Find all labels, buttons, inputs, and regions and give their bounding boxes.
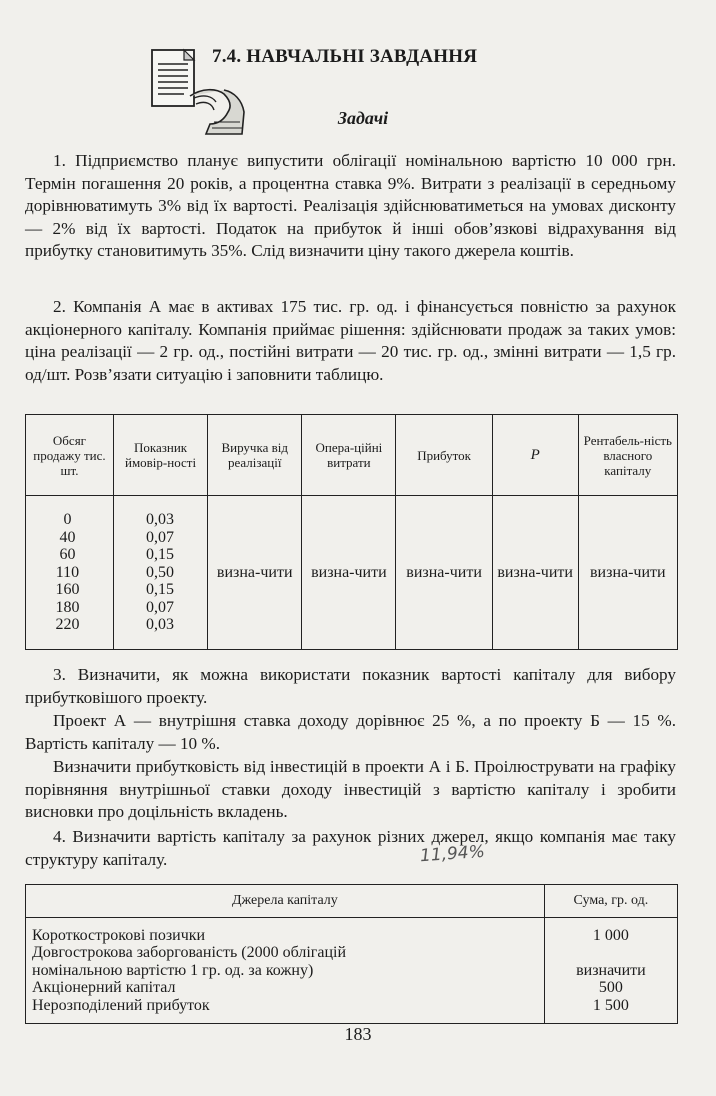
- volume-value: 220: [55, 616, 80, 634]
- amount-value: [551, 944, 671, 962]
- header-p: P: [492, 415, 578, 496]
- task-3-intro: 3. Визначити, як можна використати показник вартості капіталу для вибору прибутковішого проекту.: [25, 665, 676, 707]
- equity-return-calc: визна-чити: [578, 496, 677, 650]
- profit-calc: визна-чити: [396, 496, 492, 650]
- probability-value: 0,03: [145, 616, 174, 634]
- capital-source: Акціонерний капітал: [32, 979, 176, 997]
- probability-value: 0,03: [145, 511, 174, 529]
- capital-structure-table: [25, 884, 678, 1024]
- operating-costs-calc: визна-чити: [302, 496, 396, 650]
- probability-value: 0,15: [145, 581, 174, 599]
- capital-source: Короткострокові позички: [32, 926, 206, 944]
- capital-sources-list: [26, 918, 545, 1024]
- amount-value: 1 000: [592, 926, 629, 944]
- section-title: 7.4. НАВЧАЛЬНІ ЗАВДАННЯ: [212, 46, 478, 67]
- probability-column: [113, 496, 207, 650]
- amounts-list: [544, 918, 677, 1024]
- volume-column: [26, 496, 114, 650]
- probability-value: 0,50: [145, 563, 174, 581]
- sales-table: [25, 414, 678, 650]
- subsection-title: Задачі: [337, 108, 389, 128]
- volume-value: 110: [55, 563, 80, 581]
- task-1: 1. Підприємство планує випустити облігації номінальною вартістю 10 000 грн. Термін погашення 20 років, а процентна ставка 9%. Витрати з реалізації в середньому дорівнюватимуть 3% від їх вартості. Реалізація здійснюватиметься на умовах дисконту — 2% від їх вартості. Податок на прибуток й інші обов’язкові відрахування від прибутку становитимуть 35%. Слід визначити ціну такого джерела коштів.: [25, 151, 676, 261]
- p-calc: визна-чити: [492, 496, 578, 650]
- task-3-projects: Проект А — внутрішня ставка доходу дорівнює 25 %, а по проекту Б — 15 %. Вартість капіталу — 10 %.: [25, 711, 676, 753]
- header-probability: Показник ймовір-ності: [113, 415, 207, 496]
- header-capital-sources: Джерела капіталу: [26, 885, 545, 918]
- volume-value: 60: [59, 546, 76, 564]
- volume-value: 0: [63, 511, 72, 529]
- volume-value: 40: [59, 528, 76, 546]
- header-operating-costs: Опера-ційні витрати: [302, 415, 396, 496]
- header-revenue: Виручка від реалізації: [208, 415, 302, 496]
- capital-source: Нерозподілений прибуток: [32, 996, 210, 1014]
- task-3-question: Визначити прибутковість від інвестицій в проекти А і Б. Проілюструвати на графіку порівняння внутрішньої ставки доходу інвестицій з вартістю капіталу і зробити висновки про доцільність вкладень.: [25, 757, 676, 822]
- header-profit: Прибуток: [396, 415, 492, 496]
- handwritten-note: 11,94%: [419, 841, 486, 867]
- header-amount: Сума, гр. од.: [544, 885, 677, 918]
- capital-source: номінальною вартістю 1 гр. од. за кожну): [32, 961, 314, 979]
- amount-value: визначити: [576, 961, 646, 979]
- page-number: 183: [344, 1024, 372, 1044]
- amount-value: 1 500: [592, 996, 629, 1014]
- header-volume: Обсяг продажу тис. шт.: [26, 415, 114, 496]
- task-2: 2. Компанія А має в активах 175 тис. гр. од. і фінансується повністю за рахунок акціонерного капіталу. Компанія приймає рішення: здійснювати продаж за таких умов: ціна реалізації — 2 гр. од., постійні витрати — 20 тис. гр. од., змінні витрати — 1,5 гр. од/шт. Розв’язати ситуацію і заповнити таблицю.: [25, 297, 676, 384]
- revenue-calc: визна-чити: [208, 496, 302, 650]
- probability-value: 0,07: [145, 528, 174, 546]
- volume-value: 180: [55, 598, 80, 616]
- capital-source: Довгострокова заборгованість (2000 облігацій: [32, 944, 347, 962]
- header-equity-return: Рентабель-ність власного капіталу: [578, 415, 677, 496]
- probability-value: 0,07: [145, 598, 174, 616]
- probability-value: 0,15: [145, 546, 174, 564]
- task-4: 4. Визначити вартість капіталу за рахунок різних джерел, якщо компанія має таку структуру капіталу.: [25, 827, 676, 869]
- amount-value: 500: [598, 979, 623, 997]
- volume-value: 160: [55, 581, 80, 599]
